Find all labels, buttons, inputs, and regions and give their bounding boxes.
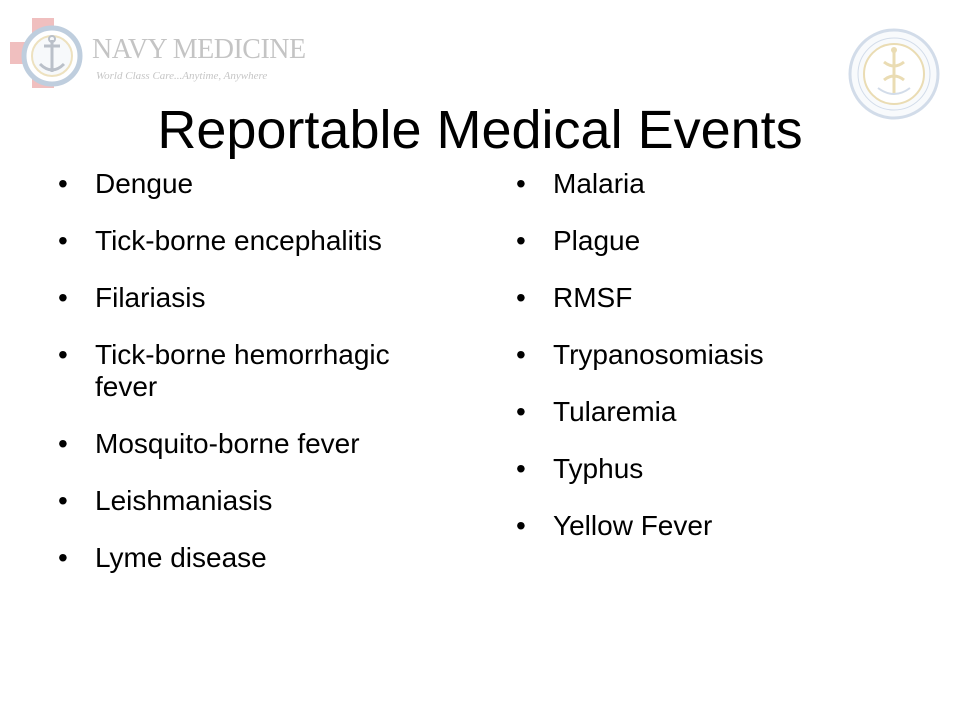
list-item: • Plague	[516, 225, 936, 257]
list-item: • Filariasis	[58, 282, 488, 314]
list-item: • Tick-borne encephalitis	[58, 225, 488, 257]
list-item: • Tick-borne hemorrhagic fever	[58, 339, 488, 403]
navy-medicine-logo	[10, 14, 306, 106]
list-item: • Malaria	[516, 168, 936, 200]
list-item: • Tularemia	[516, 396, 936, 428]
list-item: • Mosquito-borne fever	[58, 428, 488, 460]
list-item: • Typhus	[516, 453, 936, 485]
list-item: • Trypanosomiasis	[516, 339, 936, 371]
right-bullet-list	[516, 168, 936, 567]
slide-title: Reportable Medical Events	[157, 100, 803, 161]
navy-medicine-tagline: World Class Care...Anytime, Anywhere	[96, 70, 268, 82]
list-item: • Leishmaniasis	[58, 485, 488, 517]
list-item: • Yellow Fever	[516, 510, 936, 542]
navy-medicine-wordmark: NAVY MEDICINE	[92, 34, 306, 65]
navy-medicine-emblem-icon	[10, 14, 92, 106]
list-item: • Dengue	[58, 168, 488, 200]
left-bullet-list	[58, 168, 488, 599]
list-item: • Lyme disease	[58, 542, 488, 574]
list-item: • RMSF	[516, 282, 936, 314]
